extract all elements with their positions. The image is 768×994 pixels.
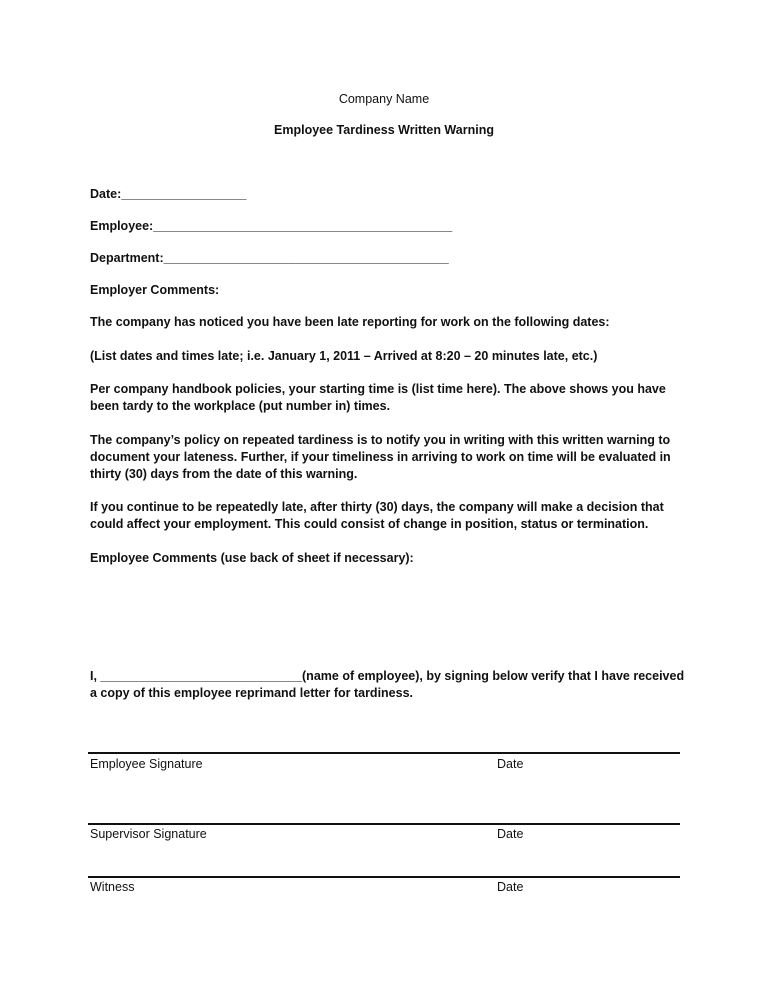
employee-signature-date-label: Date <box>497 757 524 771</box>
company-name: Company Name <box>338 92 430 106</box>
department-field: Department:_________________________________________ <box>90 251 449 265</box>
employer-paragraph-4: The company’s policy on repeated tardiness is to notify you in writing with this written warning to document your lateness. Further, if your timeliness in arriving to work on time will be evaluated in thirty (30) days from the date of this warning. <box>90 433 671 481</box>
signature-line <box>88 876 680 878</box>
employer-paragraph-2: (List dates and times late; i.e. January 1, 2011 – Arrived at 8:20 – 20 minutes late, etc.) <box>90 349 598 363</box>
employer-paragraph-5: If you continue to be repeatedly late, after thirty (30) days, the company will make a decision that could affect your employment. This could consist of change in position, status or termination. <box>90 500 664 531</box>
witness-date-label: Date <box>497 880 524 894</box>
signature-line <box>88 823 680 825</box>
witness-label: Witness <box>90 880 135 894</box>
employer-comments-heading: Employer Comments: <box>90 283 220 297</box>
employee-comments-heading: Employee Comments (use back of sheet if necessary): <box>90 551 414 565</box>
supervisor-signature-label: Supervisor Signature <box>90 827 207 841</box>
signature-line <box>88 752 680 754</box>
date-field: Date:__________________ <box>90 187 247 201</box>
employer-paragraph-3: Per company handbook policies, your starting time is (list time here). The above shows you have been tardy to the workplace (put number in) times. <box>90 382 666 413</box>
acknowledgement-text: I, _____________________________(name of employee), by signing below verify that I have received a copy of this employee reprimand letter for tardiness. <box>90 669 685 700</box>
document-title: Employee Tardiness Written Warning <box>274 123 494 137</box>
employee-field: Employee:___________________________________________ <box>90 219 453 233</box>
supervisor-signature-date-label: Date <box>497 827 524 841</box>
employee-signature-label: Employee Signature <box>90 757 203 771</box>
employer-paragraph-1: The company has noticed you have been late reporting for work on the following dates: <box>90 315 610 329</box>
